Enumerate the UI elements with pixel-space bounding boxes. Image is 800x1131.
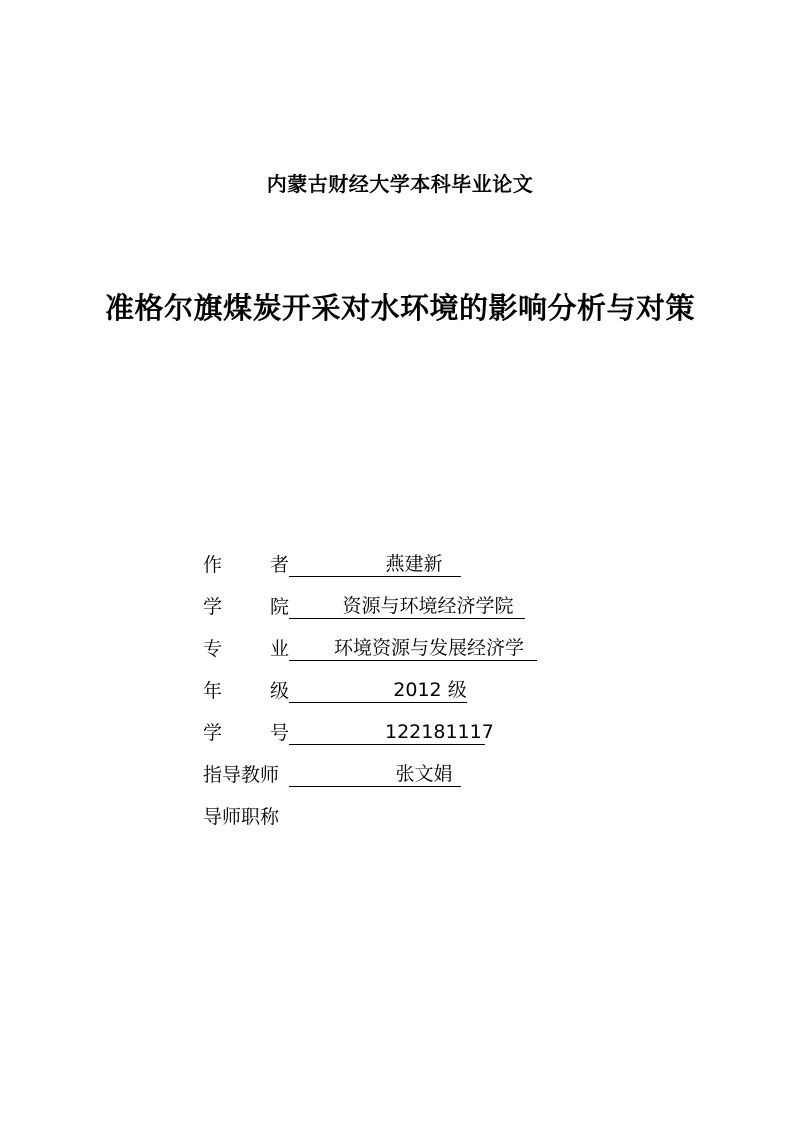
advisor-title-label: 导师职称 xyxy=(203,806,280,828)
student-id-value: 122181117 xyxy=(289,721,485,745)
info-row-grade xyxy=(203,670,623,712)
thesis-title: 准格尔旗煤炭开采对水环境的影响分析与对策 xyxy=(104,291,695,325)
advisor-label: 指导教师 xyxy=(203,764,280,786)
advisor-value: 张文娟 xyxy=(289,763,461,787)
college-label: 学 院 xyxy=(203,596,289,618)
info-row-advisor xyxy=(203,754,623,796)
major-label: 专 业 xyxy=(203,638,289,660)
student-id-label: 学 号 xyxy=(203,722,289,744)
info-row-college xyxy=(203,586,623,628)
grade-value: 2012 级 xyxy=(289,679,467,703)
info-row-author xyxy=(203,544,623,586)
author-value: 燕建新 xyxy=(289,553,461,577)
info-block xyxy=(203,544,623,838)
info-row-student-id xyxy=(203,712,623,754)
grade-label: 年 级 xyxy=(203,680,289,702)
major-value: 环境资源与发展经济学 xyxy=(289,637,537,661)
college-value: 资源与环境经济学院 xyxy=(289,595,525,619)
info-row-major xyxy=(203,628,623,670)
author-label: 作 者 xyxy=(203,554,289,576)
info-row-advisor-title xyxy=(203,796,623,838)
university-name: 内蒙古财经大学本科毕业论文 xyxy=(266,172,534,196)
